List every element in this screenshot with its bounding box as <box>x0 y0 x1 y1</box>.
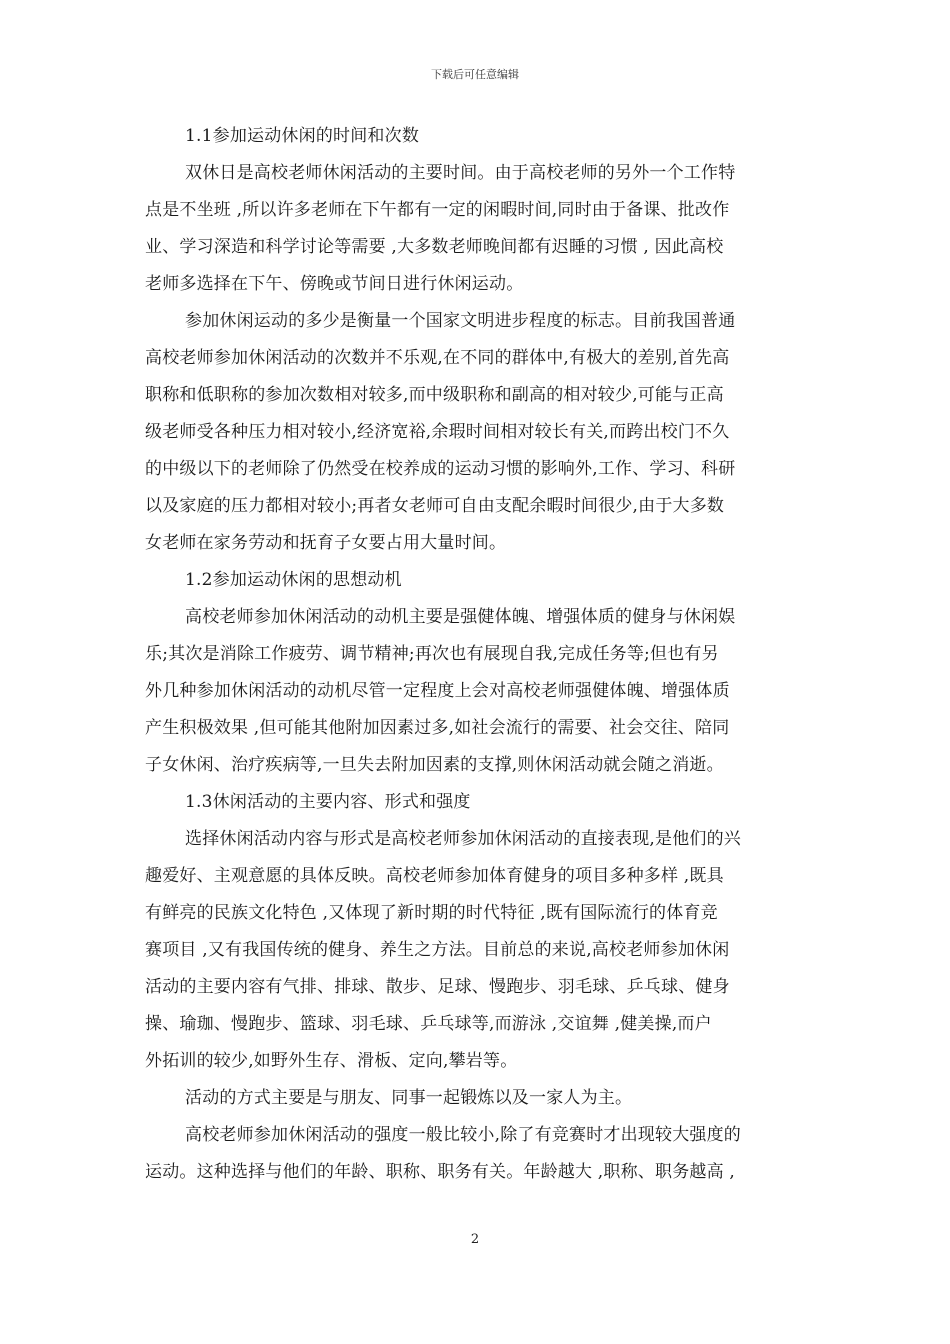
text-line: 乐;其次是消除工作疲劳、调节精神;再次也有展现自我,完成任务等;但也有另 <box>145 644 719 664</box>
document-body <box>145 118 809 1191</box>
page-number: 2 <box>470 1232 480 1247</box>
text-line: 有鲜亮的民族文化特色 ,又体现了新时期的时代特征 ,既有国际流行的体育竞 <box>145 903 718 923</box>
text-line: 高校老师参加休闲活动的动机主要是强健体魄、增强体质的健身与休闲娱 <box>185 607 736 627</box>
text-line: 运动。这种选择与他们的年龄、职称、职务有关。年龄越大 ,职称、职务越高 , <box>145 1162 736 1182</box>
section-heading: 1.1参加运动休闲的时间和次数 <box>185 126 420 146</box>
text-line: 趣爱好、主观意愿的具体反映。高校老师参加体育健身的项目多种多样 ,既具 <box>145 866 724 886</box>
text-line: 产生积极效果 ,但可能其他附加因素过多,如社会流行的需要、社会交往、陪同 <box>145 718 730 738</box>
text-line: 高校老师参加休闲活动的强度一般比较小,除了有竞赛时才出现较大强度的 <box>185 1125 742 1145</box>
text-line: 外几种参加休闲活动的动机尽管一定程度上会对高校老师强健体魄、增强体质 <box>145 681 730 701</box>
text-line: 赛项目 ,又有我国传统的健身、养生之方法。目前总的来说,高校老师参加休闲 <box>145 940 730 960</box>
text-line: 活动的方式主要是与朋友、同事一起锻炼以及一家人为主。 <box>185 1088 633 1108</box>
text-line: 女老师在家务劳动和抚育子女要占用大量时间。 <box>145 533 507 553</box>
text-line: 子女休闲、治疗疾病等,一旦失去附加因素的支撑,则休闲活动就会随之消逝。 <box>145 755 724 775</box>
text-line: 外拓训的较少,如野外生存、滑板、定向,攀岩等。 <box>145 1051 518 1071</box>
text-line: 活动的主要内容有气排、排球、散步、足球、慢跑步、羽毛球、乒乓球、健身 <box>145 977 730 997</box>
text-line: 业、学习深造和科学讨论等需要 ,大多数老师晚间都有迟睡的习惯 , 因此高校 <box>145 237 724 257</box>
text-line: 参加休闲运动的多少是衡量一个国家文明进步程度的标志。目前我国普通 <box>185 311 736 331</box>
text-line: 高校老师参加休闲活动的次数并不乐观,在不同的群体中,有极大的差别,首先高 <box>145 348 730 368</box>
text-line: 的中级以下的老师除了仍然受在校养成的运动习惯的影响外,工作、学习、科研 <box>145 459 736 479</box>
section-heading: 1.3休闲活动的主要内容、形式和强度 <box>185 792 471 812</box>
text-line: 职称和低职称的参加次数相对较多,而中级职称和副高的相对较少,可能与正高 <box>145 385 724 405</box>
text-line: 级老师受各种压力相对较小,经济宽裕,余瑕时间相对较长有关,而跨出校门不久 <box>145 422 730 442</box>
text-line: 点是不坐班 ,所以许多老师在下午都有一定的闲暇时间,同时由于备课、批改作 <box>145 200 730 220</box>
text-line: 操、瑜珈、慢跑步、篮球、羽毛球、乒乓球等,而游泳 ,交谊舞 ,健美操,而户 <box>145 1014 712 1034</box>
page-header: 下载后可任意编辑 <box>431 68 519 81</box>
text-line: 双休日是高校老师休闲活动的主要时间。由于高校老师的另外一个工作特 <box>185 163 736 183</box>
text-line: 以及家庭的压力都相对较小;再者女老师可自由支配余暇时间很少,由于大多数 <box>145 496 725 516</box>
text-line: 选择休闲活动内容与形式是高校老师参加休闲活动的直接表现,是他们的兴 <box>185 829 742 849</box>
text-line: 老师多选择在下午、傍晚或节间日进行休闲运动。 <box>145 274 524 294</box>
section-heading: 1.2参加运动休闲的思想动机 <box>185 570 402 590</box>
